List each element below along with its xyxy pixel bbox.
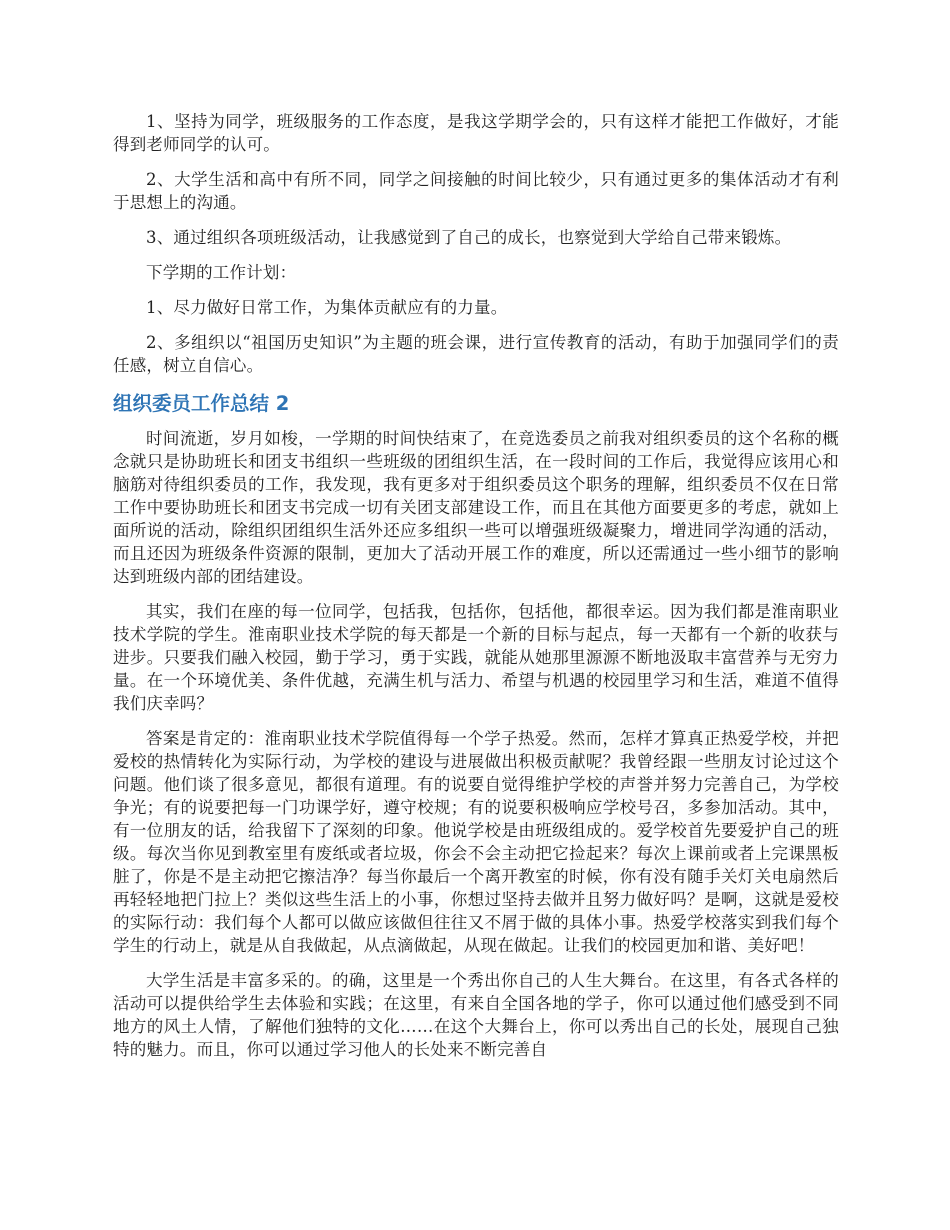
- paragraph: 答案是肯定的：淮南职业技术学院值得每一个学子热爱。然而，怎样才算真正热爱学校，并把爱校的热情转化为实际行动，为学校的建设与进展做出积极贡献呢？我曾经跟一些朋友讨论过这个问题。他们谈了很多意见，都很有道理。有的说要自觉得维护学校的声誉并努力完善自己，为学校争光；有的说要把每一门功课学好，遵守校规；有的说要积极响应学校号召，多参加活动。其中，有一位朋友的话，给我留下了深刻的印象。他说学校是由班级组成的。爱学校首先要爱护自己的班级。每次当你见到教室里有废纸或者垃圾，你会不会主动把它捡起来？每次上课前或者上完课黑板脏了，你是不是主动把它擦洁净？每当你最后一个离开教室的时候，你有没有随手关灯关电扇然后再轻轻地把门拉上？类似这些生活上的小事，你想过坚持去做并且努力做好吗？是啊，这就是爱校的实际行动：我们每个人都可以做应该做但往往又不屑于做的具体小事。热爱学校落实到我们每个学生的行动上，就是从自我做起，从点滴做起，从现在做起。让我们的校园更加和谐、美好吧！: [113, 729, 839, 955]
- paragraph: 大学生活是丰富多采的。的确，这里是一个秀出你自己的人生大舞台。在这里，有各式各样的活动可以提供给学生去体验和实践；在这里，有来自全国各地的学子，你可以通过他们感受到不同地方的风土人情，了解他们独特的文化……在这个大舞台上，你可以秀出自己的长处，展现自己独特的魅力。而且，你可以通过学习他人的长处来不断完善自: [113, 971, 839, 1059]
- paragraph: 下学期的工作计划：: [146, 263, 297, 282]
- section-heading: 组织委员工作总结 2: [113, 392, 290, 415]
- paragraph: 其实，我们在座的每一位同学，包括我，包括你，包括他，都很幸运。因为我们都是淮南职业技术学院的学生。淮南职业技术学院的每天都是一个新的目标与起点，每一天都有一个新的收获与进步。只要我们融入校园，勤于学习，勇于实践，就能从她那里源源不断地汲取丰富营养与无穷力量。在一个环境优美、条件优越，充满生机与活力、希望与机遇的校园里学习和生活，难道不值得我们庆幸吗？: [113, 602, 839, 713]
- paragraph: 时间流逝，岁月如梭，一学期的时间快结束了，在竞选委员之前我对组织委员的这个名称的概念就只是协助班长和团支书组织一些班级的团组织生活，在一段时间的工作后，我觉得应该用心和脑筋对待组织委员的工作，我发现，我有更多对于组织委员这个职务的理解，组织委员不仅在日常工作中要协助班长和团支书完成一切有关团支部建设工作，而且在其他方面要更多的考虑，就如上面所说的活动，除组织团组织生活外还应多组织一些可以增强班级凝聚力，增进同学沟通的活动，而且还因为班级条件资源的限制，更加大了活动开展工作的难度，所以还需通过一些小细节的影响达到班级内部的团结建设。: [113, 429, 839, 586]
- document-page: [113, 110, 839, 1073]
- paragraph: 2、多组织以“祖国历史知识”为主题的班会课，进行宣传教育的活动，有助于加强同学们的责任感，树立自信心。: [113, 333, 839, 375]
- paragraph: 3、通过组织各项班级活动，让我感觉到了自己的成长，也察觉到大学给自己带来锻炼。: [146, 228, 792, 247]
- paragraph: 1、坚持为同学，班级服务的工作态度，是我这学期学会的，只有这样才能把工作做好，才能得到老师同学的认可。: [113, 112, 839, 154]
- paragraph: 1、尽力做好日常工作，为集体贡献应有的力量。: [146, 298, 508, 317]
- paragraph: 2、大学生活和高中有所不同，同学之间接触的时间比较少，只有通过更多的集体活动才有利于思想上的沟通。: [113, 170, 839, 212]
